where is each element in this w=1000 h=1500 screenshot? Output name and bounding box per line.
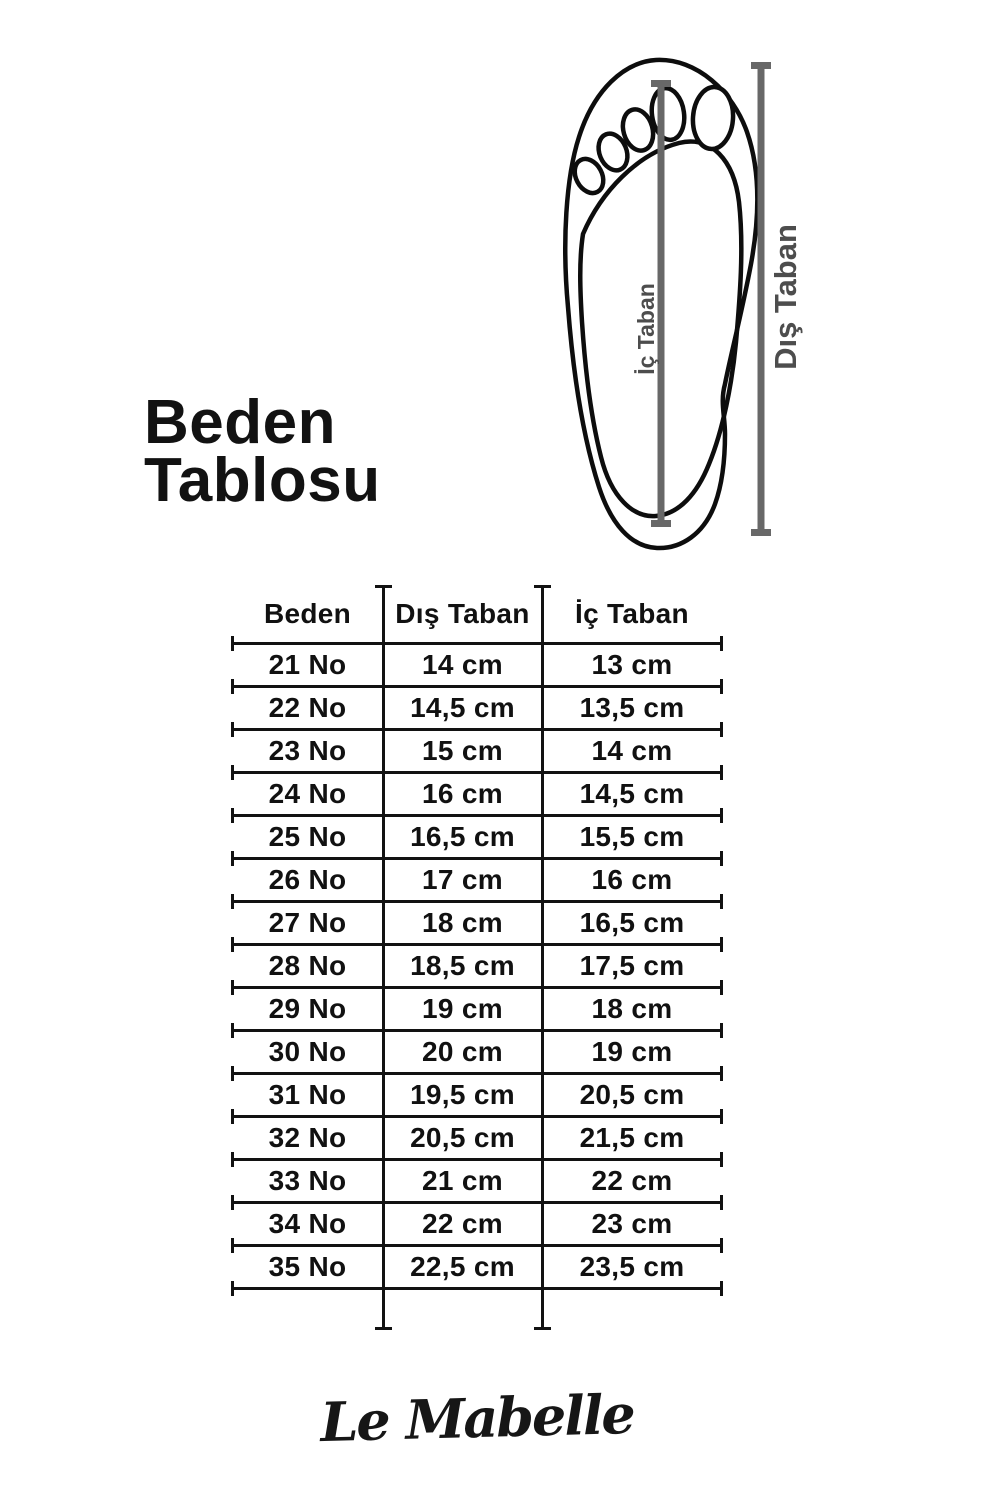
cell-outer: 16,5 cm [410, 821, 515, 852]
table-row [232, 900, 722, 943]
foot-diagram [549, 42, 814, 562]
cell-size: 30 No [268, 1036, 347, 1067]
cell-size: 28 No [268, 950, 347, 981]
cell-inner: 23,5 cm [579, 1251, 685, 1282]
cell-inner: 17,5 cm [579, 950, 685, 981]
table-row [232, 1115, 722, 1158]
table-row [232, 1244, 722, 1287]
cell-size: 26 No [268, 864, 347, 895]
cell-outer: 19,5 cm [410, 1079, 515, 1110]
cell-inner: 23 cm [591, 1208, 673, 1239]
cell-inner: 19 cm [591, 1036, 673, 1067]
cell-inner: 16 cm [591, 864, 673, 895]
header-size: Beden [263, 597, 352, 629]
toe-ellipse [691, 86, 735, 151]
cell-size: 32 No [268, 1122, 347, 1153]
cell-size: 34 No [268, 1208, 347, 1239]
table-body [232, 642, 722, 1287]
table-row [232, 857, 722, 900]
table-row [232, 1201, 722, 1244]
table-row [232, 986, 722, 1029]
table-row [232, 771, 722, 814]
cell-inner: 14,5 cm [579, 778, 685, 809]
cell-inner: 13,5 cm [579, 692, 685, 723]
cell-outer: 22 cm [422, 1208, 503, 1239]
cell-outer: 15 cm [422, 735, 503, 766]
cell-size: 29 No [268, 993, 347, 1024]
table-bottom-line [232, 1287, 722, 1290]
table-row [232, 642, 722, 685]
table-row [232, 943, 722, 986]
cell-size: 31 No [268, 1079, 347, 1110]
page-title [144, 388, 381, 515]
cell-outer: 18 cm [422, 907, 503, 938]
cell-outer: 14,5 cm [410, 692, 515, 723]
cell-inner: 21,5 cm [579, 1122, 685, 1153]
table-row [232, 685, 722, 728]
cell-outer: 17 cm [422, 864, 503, 895]
cell-outer: 14 cm [422, 649, 503, 680]
cell-size: 33 No [268, 1165, 347, 1196]
cell-inner: 22 cm [591, 1165, 673, 1196]
table-row [232, 1029, 722, 1072]
table-row [232, 1072, 722, 1115]
cell-size: 23 No [268, 735, 347, 766]
cell-outer: 19 cm [422, 993, 503, 1024]
cell-outer: 20,5 cm [410, 1122, 515, 1153]
header-inner-sole: İç Taban [575, 597, 689, 629]
cell-outer: 20 cm [422, 1036, 503, 1067]
header-outer-sole: Dış Taban [395, 597, 530, 629]
cell-outer: 21 cm [422, 1165, 503, 1196]
inner-sole-label: İç Taban [633, 283, 659, 375]
cell-size: 22 No [268, 692, 347, 723]
cell-size: 21 No [268, 649, 347, 680]
cell-inner: 14 cm [591, 735, 673, 766]
cell-size: 35 No [268, 1251, 347, 1282]
brand-logo: Le Mabelle [319, 1381, 635, 1455]
cell-inner: 13 cm [591, 649, 673, 680]
cell-outer: 18,5 cm [410, 950, 515, 981]
cell-size: 25 No [268, 821, 347, 852]
cell-size: 24 No [268, 778, 347, 809]
cell-outer: 22,5 cm [410, 1251, 515, 1282]
outer-sole-label: Dış Taban [768, 224, 803, 370]
cell-size: 27 No [268, 907, 347, 938]
page-title-line2: Tablosu [144, 446, 381, 515]
cell-inner: 16,5 cm [579, 907, 685, 938]
page-title-line1: Beden [144, 388, 336, 457]
cell-inner: 15,5 cm [579, 821, 685, 852]
cell-inner: 20,5 cm [579, 1079, 685, 1110]
cell-outer: 16 cm [422, 778, 503, 809]
table-row [232, 728, 722, 771]
cell-inner: 18 cm [591, 993, 673, 1024]
table-header-row [232, 585, 722, 642]
table-row [232, 1158, 722, 1201]
table-row [232, 814, 722, 857]
size-table [232, 585, 722, 1330]
